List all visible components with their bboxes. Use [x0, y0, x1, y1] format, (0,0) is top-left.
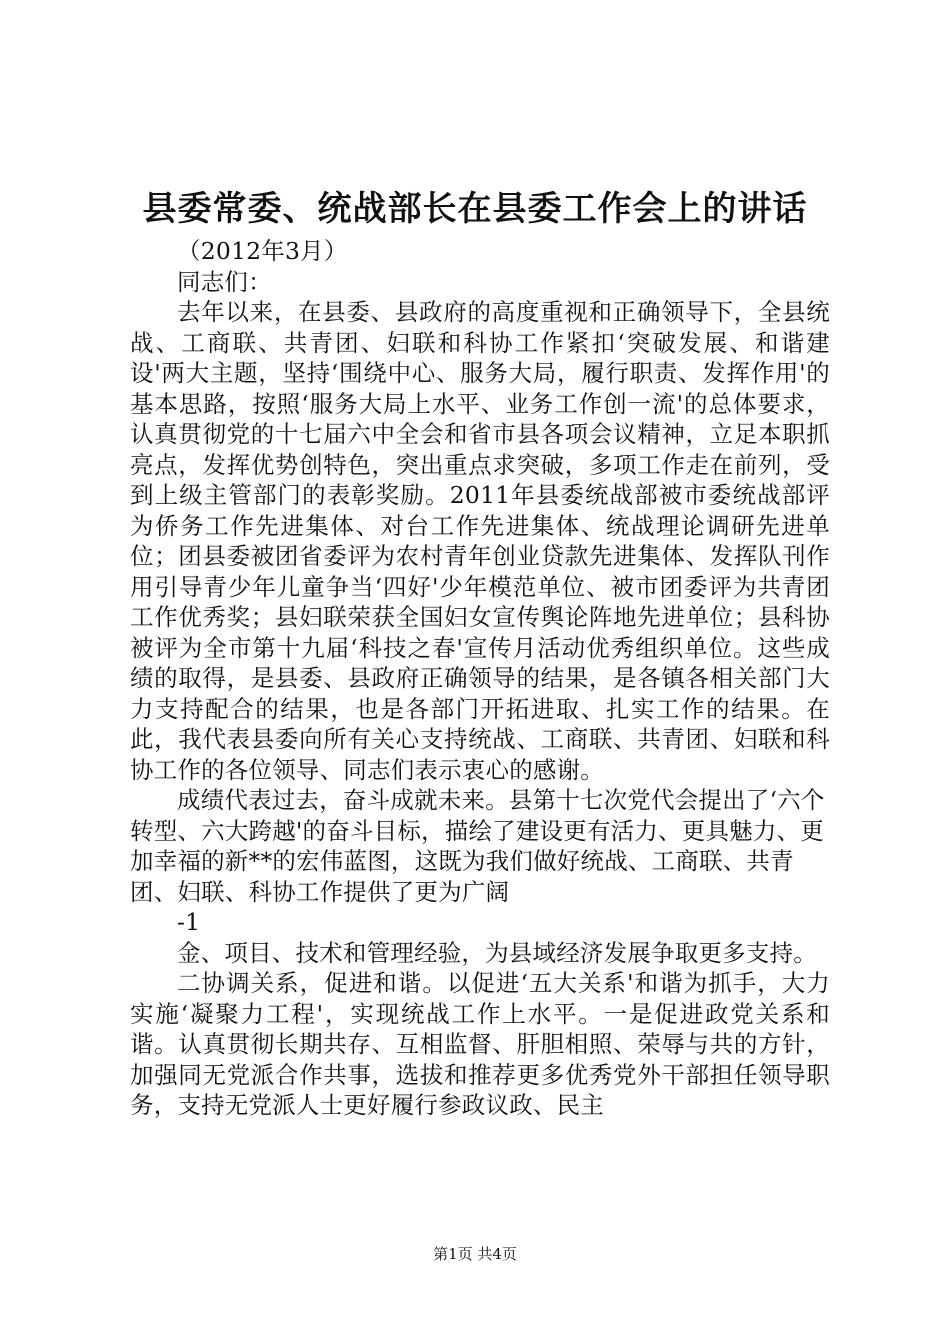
- page-marker: -1: [177, 908, 201, 936]
- document-date: （2012年3月）: [177, 237, 348, 265]
- paragraph-4: 二协调关系，促进和谐。以促进‘五大关系'和谐为抓手，大力实施‘凝聚力工程'，实现统战工作上水平。一是促进政党关系和谐。认真贯彻长期共存、互相监督、肝胆相照、荣辱与共的方针，加强同无党派合作共事，选拔和推荐更多优秀党外干部担任领导职务，支持无党派人士更好履行参政议政、民主: [130, 969, 830, 1119]
- paragraph-2: 成绩代表过去，奋斗成就未来。县第十七次党代会提出了‘六个转型、六大跨越'的奋斗目标，描绘了建设更有活力、更具魅力、更加幸福的新**的宏伟蓝图，这既为我们做好统战、工商联、共青团、妇联、科协工作提供了更为广阔: [130, 786, 825, 906]
- paragraph-3: 金、项目、技术和管理经验，为县域经济发展争取更多支持。: [177, 938, 817, 967]
- document-body: [130, 236, 830, 1121]
- document-title: 县委常委、统战部长在县委工作会上的讲话: [142, 189, 808, 229]
- page-footer: 第1页 共4页: [433, 1245, 517, 1263]
- salutation: 同志们：: [177, 267, 272, 296]
- paragraph-1: 去年以来，在县委、县政府的高度重视和正确领导下，全县统战、工商联、共青团、妇联和科协工作紧扣‘突破发展、和谐建设'两大主题，坚持‘围绕中心、服务大局，履行职责、发挥作用'的基本思路，按照‘服务大局上水平、业务工作创一流'的总体要求，认真贯彻党的十七届六中全会和省市县各项会议精神，立足本职抓亮点，发挥优势创特色，突出重点求突破，多项工作走在前列，受到上级主管部门的表彰奖励。2011年县委统战部被市委统战部评为侨务工作先进集体、对台工作先进集体、统战理论调研先进单位；团县委被团省委评为农村青年创业贷款先进集体、发挥队刊作用引导青少年儿童争当‘四好'少年模范单位、被市团委评为共青团工作优秀奖；县妇联荣获全国妇女宣传舆论阵地先进单位；县科协被评为全市第十九届‘科技之春'宣传月活动优秀组织单位。这些成绩的取得，是县委、县政府正确领导的结果，是各镇各相关部门大力支持配合的结果，也是各部门开拓进取、扎实工作的结果。在此，我代表县委向所有关心支持统战、工商联、共青团、妇联和科协工作的各位领导、同志们表示衷心的感谢。: [130, 298, 830, 784]
